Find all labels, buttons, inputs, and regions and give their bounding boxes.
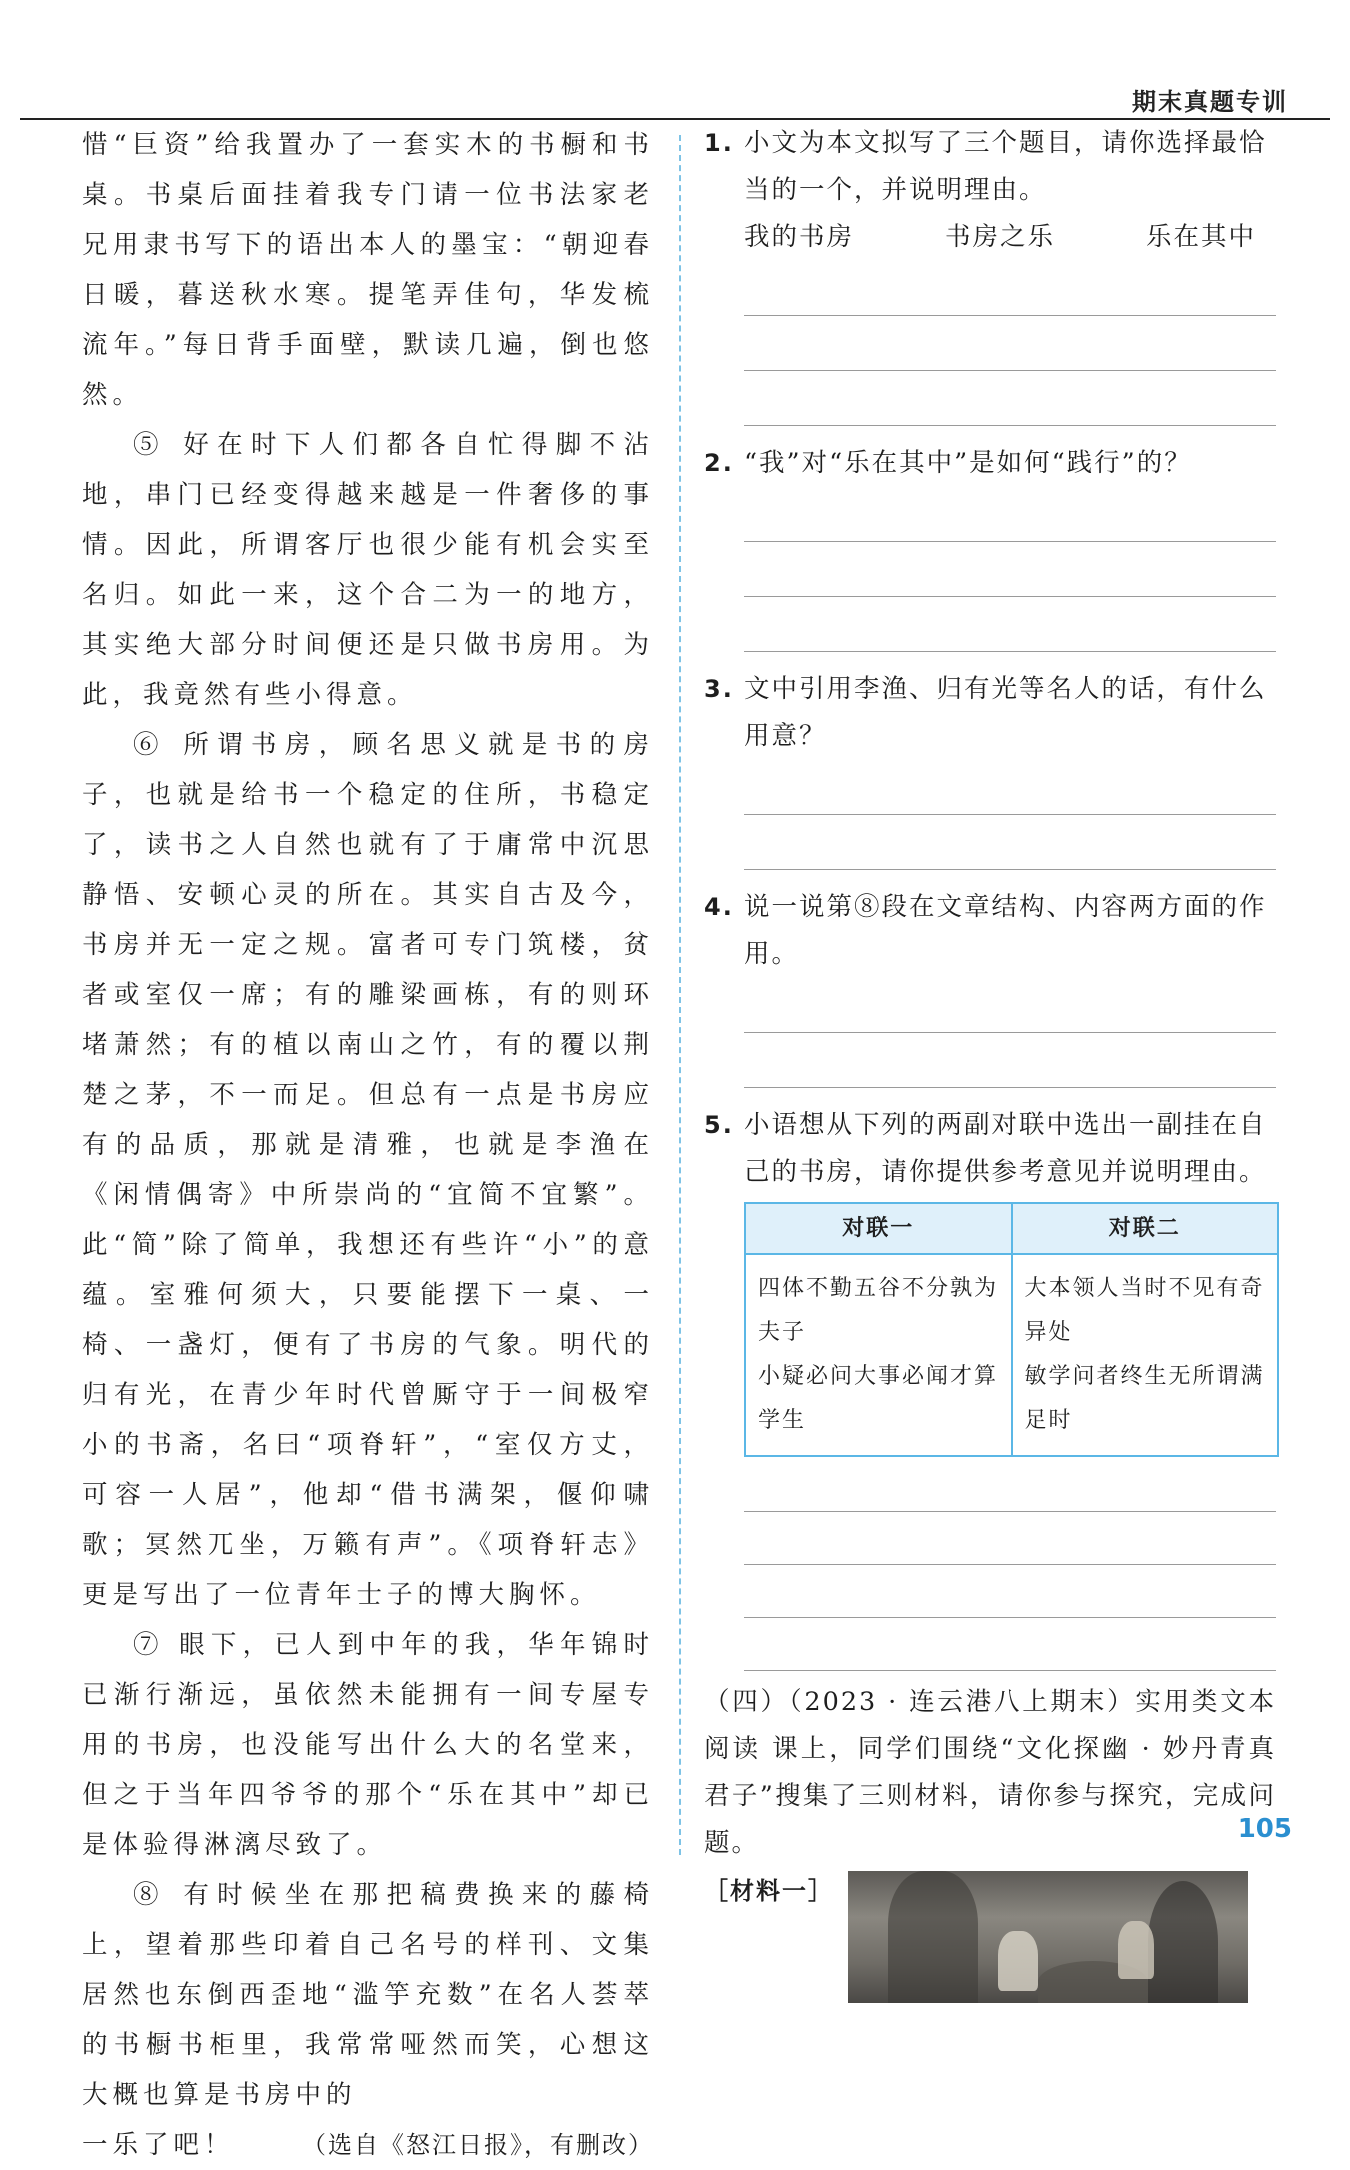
passage-paragraph-5: ⑤ 好在时下人们都各自忙得脚不沾地，串门已经变得越来越是一件奢侈的事情。因此，所谓客厅也很少能有机会实至名归。如此一来，这个合二为一的地方，其实绝大部分时间便还是只做书房用。为此，我竟然有些小得意。 — [82, 430, 654, 710]
option-title-1: 我的书房 — [744, 222, 855, 252]
questions-column — [704, 120, 1276, 2003]
painting-image — [848, 1871, 1248, 2003]
question-text: 说一说第⑧段在文章结构、内容两方面的作用。 — [744, 892, 1267, 969]
answer-line — [744, 1033, 1276, 1088]
couplet-header-2: 对联二 — [1012, 1203, 1279, 1254]
answer-line — [744, 760, 1276, 815]
question-3 — [704, 666, 1276, 760]
passage-paragraph-7: ⑦ 眼下，已人到中年的我，华年锦时已渐行渐远，虽依然未能拥有一间专屋专用的书房，也没能写出什么大的名堂来，但之于当年四爷爷的那个“乐在其中”却已是体验得淋漓尽致了。 — [82, 1630, 654, 1860]
question-1 — [704, 120, 1276, 261]
answer-line — [744, 1618, 1276, 1671]
question-2 — [704, 440, 1276, 487]
answer-line — [744, 316, 1276, 371]
source-line — [82, 2120, 654, 2170]
couplet-1-cell — [745, 1254, 1012, 1456]
page-number: 105 — [1237, 1814, 1292, 1844]
question-number: 1. — [704, 129, 734, 157]
painting-figure — [1118, 1921, 1154, 1979]
answer-line — [744, 1465, 1276, 1512]
material-1-label: ［材料一］ — [704, 1877, 834, 1905]
answer-line — [744, 1512, 1276, 1565]
answer-line — [744, 487, 1276, 542]
couplet-header-1: 对联一 — [745, 1203, 1012, 1254]
option-title-2: 书房之乐 — [944, 222, 1055, 252]
painting-figure — [998, 1931, 1038, 1991]
source-citation: （选自《怒江日报》，有删改） — [302, 2131, 654, 2159]
question-text: 小文为本文拟写了三个题目，请你选择最恰当的一个，并说明理由。 — [744, 128, 1267, 205]
answer-line — [744, 542, 1276, 597]
title-options — [744, 214, 1276, 261]
answer-line — [744, 815, 1276, 870]
couplet-2-line-2: 敏学问者终生无所谓满足时 — [1024, 1364, 1265, 1433]
couplet-2-line-1: 大本领人当时不见有奇异处 — [1024, 1276, 1265, 1345]
question-number: 2. — [704, 449, 734, 477]
reading-passage — [82, 120, 654, 2170]
passage-paragraph-4-end: 惜“巨资”给我置办了一套实木的书橱和书桌。书桌后面挂着我专门请一位书法家老兄用隶书写下的语出本人的墨宝：“朝迎春日暖，暮送秋水寒。提笔弄佳句，华发梳流年。”每日背手面壁，默读几遍，倒也悠然。 — [82, 130, 654, 410]
answer-line — [744, 1565, 1276, 1618]
section-4-intro: （四）（2023 · 连云港八上期末）实用类文本阅读 课上，同学们围绕“文化探幽 · 妙丹青真君子”搜集了三则材料，请你参与探究，完成问题。 — [704, 1687, 1276, 1858]
question-5 — [704, 1102, 1276, 1196]
couplet-1-line-1: 四体不勤五谷不分孰为夫子 — [758, 1276, 999, 1345]
passage-paragraph-6: ⑥ 所谓书房，顾名思义就是书的房子，也就是给书一个稳定的住所，书稳定了，读书之人自然也就有了于庸常中沉思静悟、安顿心灵的所在。其实自古及今，书房并无一定之规。富者可专门筑楼，贫者或室仅一席；有的雕梁画栋，有的则环堵萧然；有的植以南山之竹，有的覆以荆楚之茅，不一而足。但总有一点是书房应有的品质，那就是清雅，也就是李渔在《闲情偶寄》中所崇尚的“宜简不宜繁”。此“简”除了简单，我想还有些许“小”的意蕴。室雅何须大，只要能摆下一桌、一椅、一盏灯，便有了书房的气象。明代的归有光，在青少年时代曾厮守于一间极窄小的书斋，名曰“项脊轩”，“室仅方丈，可容一人居”，他却“借书满架，偃仰啸歌；冥然兀坐，万籁有声”。《项脊轩志》更是写出了一位青年士子的博大胸怀。 — [82, 730, 654, 1610]
page-header-title: 期末真题专训 — [1132, 88, 1288, 116]
passage-ending: 一乐了吧！ — [82, 2130, 235, 2160]
answer-line — [744, 371, 1276, 426]
answer-line — [744, 261, 1276, 316]
couplet-table — [744, 1202, 1279, 1457]
column-divider — [679, 135, 681, 1855]
question-number: 4. — [704, 893, 734, 921]
answer-line — [744, 597, 1276, 652]
painting-tree — [888, 1871, 978, 2003]
question-number: 3. — [704, 675, 734, 703]
question-number: 5. — [704, 1111, 734, 1139]
couplet-2-cell — [1012, 1254, 1279, 1456]
question-text: 小语想从下列的两副对联中选出一副挂在自己的书房，请你提供参考意见并说明理由。 — [744, 1110, 1267, 1187]
couplet-1-line-2: 小疑必问大事必闻才算学生 — [758, 1364, 999, 1433]
question-4 — [704, 884, 1276, 978]
material-1-row — [704, 1871, 1276, 2003]
question-text: 文中引用李渔、归有光等名人的话，有什么用意？ — [744, 674, 1267, 751]
question-text: “我”对“乐在其中”是如何“践行”的？ — [744, 448, 1192, 478]
painting-tree — [1148, 1881, 1218, 2003]
passage-paragraph-8: ⑧ 有时候坐在那把稿费换来的藤椅上，望着那些印着自己名号的样刊、文集居然也东倒西歪地“滥竽充数”在名人荟萃的书橱书柜里，我常常哑然而笑，心想这大概也算是书房中的 — [82, 1880, 654, 2110]
answer-line — [744, 978, 1276, 1033]
option-title-3: 乐在其中 — [1145, 222, 1256, 252]
